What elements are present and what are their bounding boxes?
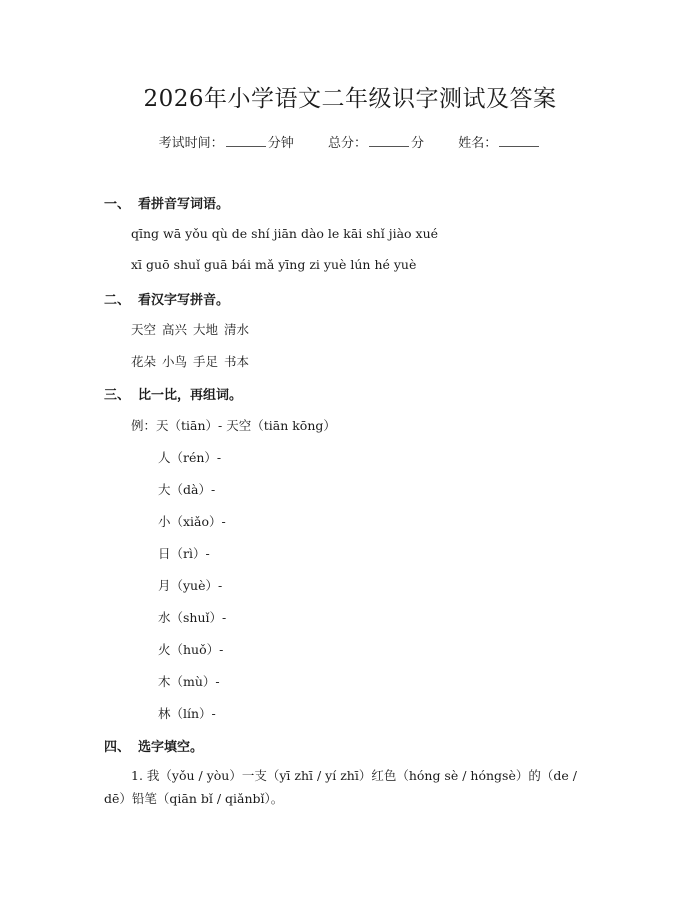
compare-item: 木（mù）- (158, 674, 220, 689)
compare-item: 火（huǒ）- (158, 642, 224, 657)
score-label: 总分： (327, 136, 367, 151)
hanzi-word: 小鸟 (162, 354, 188, 369)
section-heading: 二、 看汉字写拼音。 (104, 293, 230, 308)
hanzi-word: 花朵 (131, 354, 157, 369)
exam-info (0, 132, 700, 151)
hanzi-line (131, 352, 255, 370)
hanzi-word: 高兴 (162, 322, 188, 337)
example-line: 例：天（tiān）- 天空（tiān kōng） (131, 418, 336, 433)
section-heading: 四、 选字填空。 (104, 740, 204, 755)
time-label: 考试时间： (158, 136, 224, 151)
compare-item: 日（rì）- (158, 546, 210, 561)
hanzi-word: 清水 (224, 322, 250, 337)
name-label: 姓名： (458, 136, 498, 151)
fill-question: 1. 我（yǒu / yòu）一支（yī zhī / yí zhī）红色（hóng sè / hóngsè）的（de / dē）铅笔（qiān bǐ / qiǎnbǐ）。 (104, 768, 577, 806)
score-blank (369, 146, 409, 147)
time-unit: 分钟 (267, 136, 294, 151)
hanzi-word: 天空 (131, 322, 157, 337)
page-title: 2026年小学语文二年级识字测试及答案 (143, 86, 557, 112)
compare-item: 大（dà）- (158, 482, 216, 497)
section-heading: 一、 看拼音写词语。 (104, 197, 230, 212)
hanzi-word: 书本 (224, 354, 250, 369)
compare-item: 小（xiǎo）- (158, 514, 226, 529)
compare-item: 林（lín）- (158, 706, 216, 721)
section-heading: 三、 比一比，再组词。 (104, 388, 243, 403)
hanzi-line (131, 320, 255, 338)
pinyin-line: xī guō shuǐ guā bái mǎ yīng zi yuè lún hé yuè (131, 257, 417, 272)
hanzi-word: 大地 (193, 322, 219, 337)
score-unit: 分 (411, 136, 425, 151)
compare-item: 月（yuè）- (158, 578, 223, 593)
hanzi-word: 手足 (193, 354, 219, 369)
compare-item: 水（shuǐ）- (158, 610, 227, 625)
time-blank (226, 146, 266, 147)
compare-item: 人（rén）- (158, 450, 222, 465)
name-blank (499, 146, 539, 147)
pinyin-line: qīng wā yǒu qù de shí jiān dào le kāi shǐ jiào xué (131, 226, 439, 241)
